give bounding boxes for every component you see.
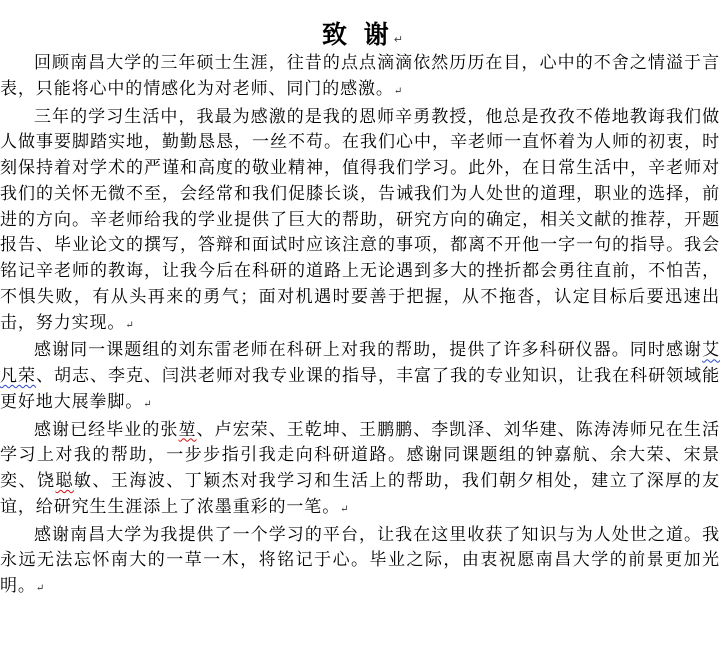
paragraph-text: 三年的学习生活中，我最为感激的是我的恩师辛勇教授，他总是孜孜不倦地教诲我们做人做事要脚踏实地，勤勤恳恳，一丝不苟。在我们心中，辛老师一直怀着为人师的初衷，时刻保持着对学术的严谨和高度的敬业精神，值得我们学习。此外，在日常生活中，辛老师对我们的关怀无微不至，会经常和我们促膝长谈，告诫我们为人处世的道理，职业的选择，前进的方向。辛老师给我的学业提供了巨大的帮助，研究方向的确定，相关文献的推荐，开题报告、毕业论文的撰写，答辩和面试时应该注意的事项，都离不开他一字一句的指导。我会铭记辛老师的教诲，让我今后在科研的道路上无论遇到多大的挫折都会勇往直前，不怕苦，不惧失败，有从头再来的勇气；面对机遇时要善于把握，从不拖沓，认定目标后要迅速出击，努力实现。 [0, 106, 720, 333]
paragraph-text: 感谢同一课题组的刘东雷老师在科研上对我的帮助，提供了许多科研仪器。同时感谢 [34, 340, 703, 361]
paragraph-mark-icon: ↵ [143, 398, 152, 410]
spellcheck-flagged-word[interactable]: 堃 [178, 419, 197, 440]
paragraph-text: 、胡志、李克、闫洪老师对我专业课的指导，丰富了我的专业知识，让我在科研领域能更好地大展拳脚。 [0, 366, 720, 412]
paragraph-text: 感谢南昌大学为我提供了一个学习的平台，让我在这里收获了知识与为人处世之道。我永远无法忘怀南大的一草一木，将铭记于心。毕业之际，由衷祝愿南昌大学的前景更加光明。 [0, 524, 720, 596]
paragraph-mark-icon: ↵ [125, 319, 134, 331]
paragraph-university [0, 523, 720, 602]
title-text: 致 谢 [322, 20, 393, 49]
document-body [0, 51, 720, 602]
paragraph-classmates [0, 418, 720, 523]
paragraph-mark-icon: ↵ [340, 503, 349, 515]
paragraph-opening [0, 51, 720, 105]
spellcheck-flagged-word[interactable]: 聪 [55, 471, 74, 491]
paragraph-mark-icon: ↵ [35, 583, 45, 594]
paragraph-advisor [0, 105, 720, 339]
paragraph-mark-icon: ↵ [393, 85, 403, 97]
paragraph-text: 感谢已经毕业的张 [34, 419, 179, 440]
paragraph-text: 回顾南昌大学的三年硕士生涯，往昔的点点滴滴依然历历在目，心中的不舍之情溢于言表，只能将心中的情感化为对老师、同门的感激。 [0, 53, 720, 99]
paragraph-text: 、卢宏荣、王乾坤、王鹏鹏、李凯泽、刘华建、陈涛涛师兄在生活学习上对我的帮助，一步步指引我走向科研道路。感谢同课题组的钟嘉航、余大荣、宋景奕、饶 [0, 419, 720, 491]
paragraph-text: 敏、王海波、丁颖杰对我学习和生活上的帮助，我们朝夕相处，建立了深厚的友谊，给研究生生涯添上了浓墨重彩的一笔。 [0, 471, 721, 517]
paragraph-mark-icon: ↵ [393, 33, 403, 46]
spellcheck-flagged-word[interactable]: 艾凡荣 [0, 340, 720, 386]
paragraph-teachers [0, 338, 720, 417]
